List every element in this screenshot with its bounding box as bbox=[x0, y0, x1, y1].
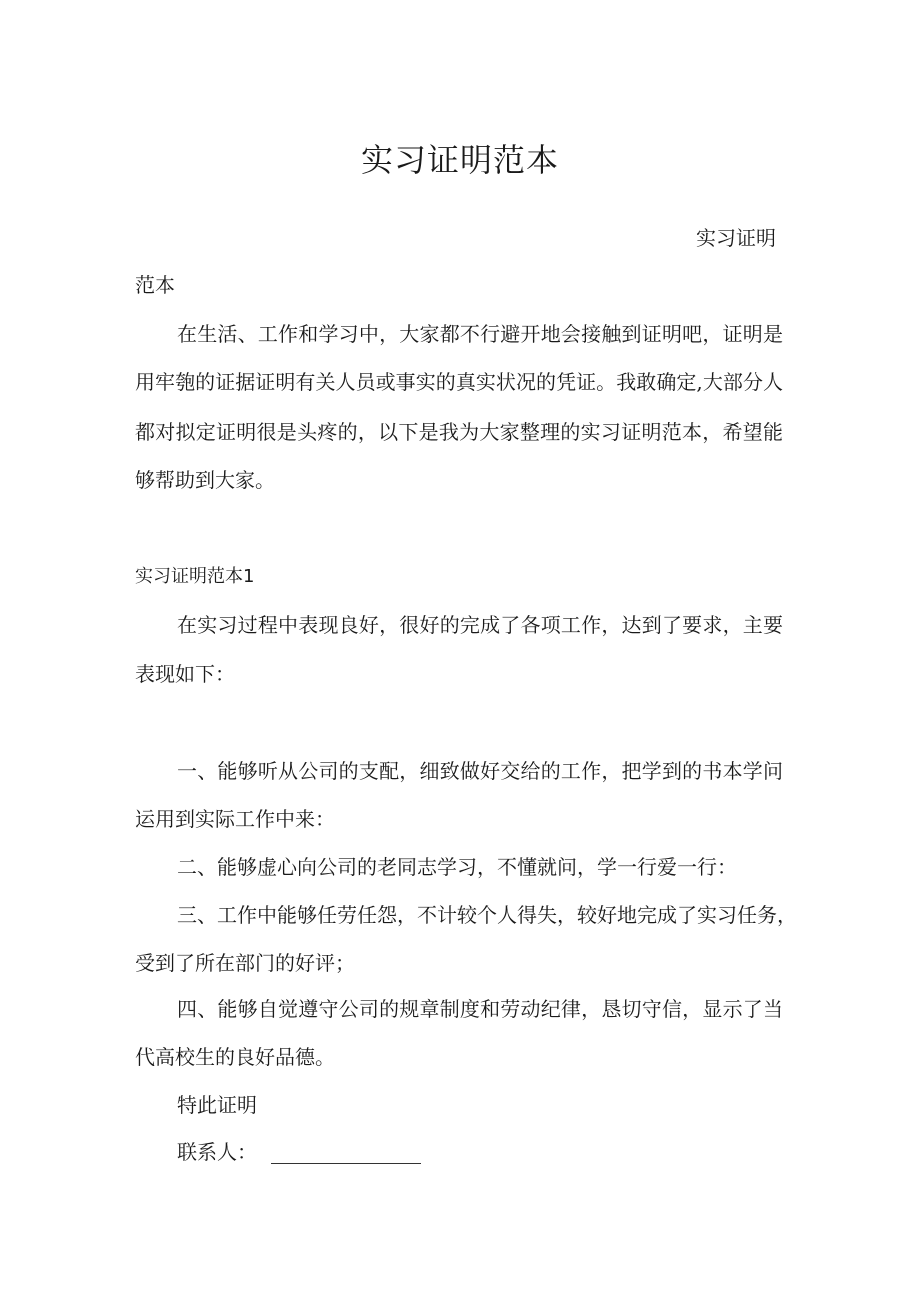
intro-line: 用牢匏的证据证明有关人员或事实的真实状况的凭证。我敢确定,大部分人 bbox=[135, 370, 783, 394]
item3-line: 受到了所在部门的好评； bbox=[135, 951, 355, 975]
intro-line: 在生活、工作和学习中，大家都不行避开地会接触到证明吧，证明是 bbox=[177, 322, 783, 346]
contact-row bbox=[177, 1138, 421, 1166]
intro-line: 都对拟定证明很是头疼的，以下是我为大家整理的实习证明范本，希望能 bbox=[135, 420, 783, 444]
subtitle-right: 实习证明 bbox=[696, 226, 776, 250]
document-title: 实习证明范本 bbox=[360, 141, 559, 179]
para1-line: 表现如下： bbox=[135, 662, 235, 686]
intro-line: 够帮助到大家。 bbox=[135, 468, 275, 492]
item4-line: 代高校生的良好品德。 bbox=[135, 1045, 335, 1069]
contact-blank-field[interactable] bbox=[271, 1143, 421, 1164]
item2-line: 二、能够虚心向公司的老同志学习，不懂就问，学一行爱一行： bbox=[177, 855, 737, 879]
section-title: 实习证明范本1 bbox=[135, 566, 255, 587]
subtitle-left: 范本 bbox=[135, 273, 175, 297]
item1-line: 运用到实际工作中来： bbox=[135, 807, 335, 831]
item1-line: 一、能够听从公司的支配，细致做好交给的工作，把学到的书本学问 bbox=[177, 759, 783, 783]
item4-line: 四、能够自觉遵守公司的规章制度和劳动纪律，恳切守信，显示了当 bbox=[177, 997, 783, 1021]
closing-text: 特此证明 bbox=[177, 1093, 257, 1117]
item3-line: 三、工作中能够任劳任怨，不计较个人得失，较好地完成了实习任务， bbox=[177, 903, 797, 927]
contact-label: 联系人： bbox=[177, 1140, 257, 1164]
para1-line: 在实习过程中表现良好，很好的完成了各项工作，达到了要求，主要 bbox=[177, 613, 783, 637]
